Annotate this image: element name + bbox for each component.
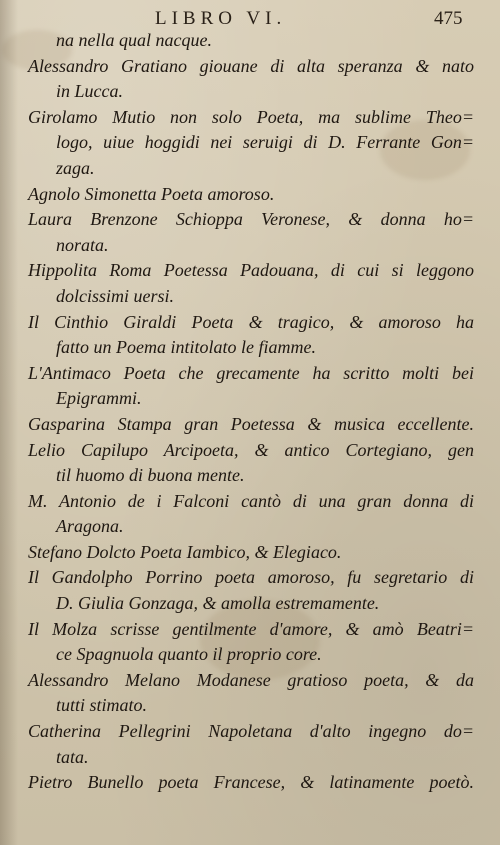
text-line: Hippolita Roma Poetessa Padouana, di cui si leggono (28, 260, 474, 281)
text-line: Alessandro Melano Modanese gratioso poeta, & da (28, 669, 474, 690)
text-line: na nella qual nacque. (56, 30, 212, 50)
text-line: L'Antimaco Poeta che grecamente ha scritto molti bei (28, 362, 474, 383)
text-line: logo, uiue hoggidi nei seruigi di D. Ferrante Gon= (56, 132, 474, 153)
text-line: Aragona. (56, 516, 124, 537)
text-line: til huomo di buona mente. (56, 465, 245, 486)
text-line: M. Antonio de i Falconi cantò di una gran donna di (28, 490, 474, 511)
text-line: Epigrammi. (56, 388, 142, 409)
text-line: zaga. (56, 157, 95, 178)
text-line: Catherina Pellegrini Napoletana d'alto ingegno do= (28, 721, 474, 742)
text-line: Il Gandolpho Porrino poeta amoroso, fu segretario di (28, 567, 474, 588)
text-line: Gasparina Stampa gran Poetessa & musica eccellente. (28, 413, 474, 434)
text-line: Alessandro Gratiano giouane di alta speranza & nato (28, 55, 474, 76)
text-line: Laura Brenzone Schioppa Veronese, & donna ho= (28, 209, 474, 230)
text-line: Pietro Bunello poeta Francese, & latinamente poetò. (28, 772, 474, 793)
text-line: Il Cinthio Giraldi Poeta & tragico, & amoroso ha (28, 311, 474, 332)
text-line: dolcissimi uersi. (56, 285, 175, 306)
text-line: Lelio Capilupo Arcipoeta, & antico Cortegiano, gen (28, 439, 474, 460)
running-head: LIBRO VI. (155, 8, 287, 29)
text-line: Girolamo Mutio non solo Poeta, ma sublime Theo= (28, 106, 474, 127)
text-line: Agnolo Simonetta Poeta amoroso. (28, 183, 275, 204)
text-line: ce Spagnuola quanto il proprio core. (56, 644, 322, 665)
text-line: in Lucca. (56, 81, 123, 102)
text-line: tata. (56, 746, 89, 767)
text-line: fatto un Poema intitolato le fiamme. (56, 337, 316, 358)
text-line: norata. (56, 234, 109, 255)
text-line: Il Molza scrisse gentilmente d'amore, & amò Beatri= (28, 618, 474, 639)
page-number: 475 (434, 8, 463, 29)
text-line: tutti stimato. (56, 695, 148, 716)
text-line: D. Giulia Gonzaga, & amolla estremamente. (56, 593, 380, 614)
gutter-shadow (0, 0, 18, 845)
page-header (0, 2, 500, 30)
body-text (28, 28, 474, 796)
text-line: Stefano Dolcto Poeta Iambico, & Elegiaco. (28, 541, 342, 562)
